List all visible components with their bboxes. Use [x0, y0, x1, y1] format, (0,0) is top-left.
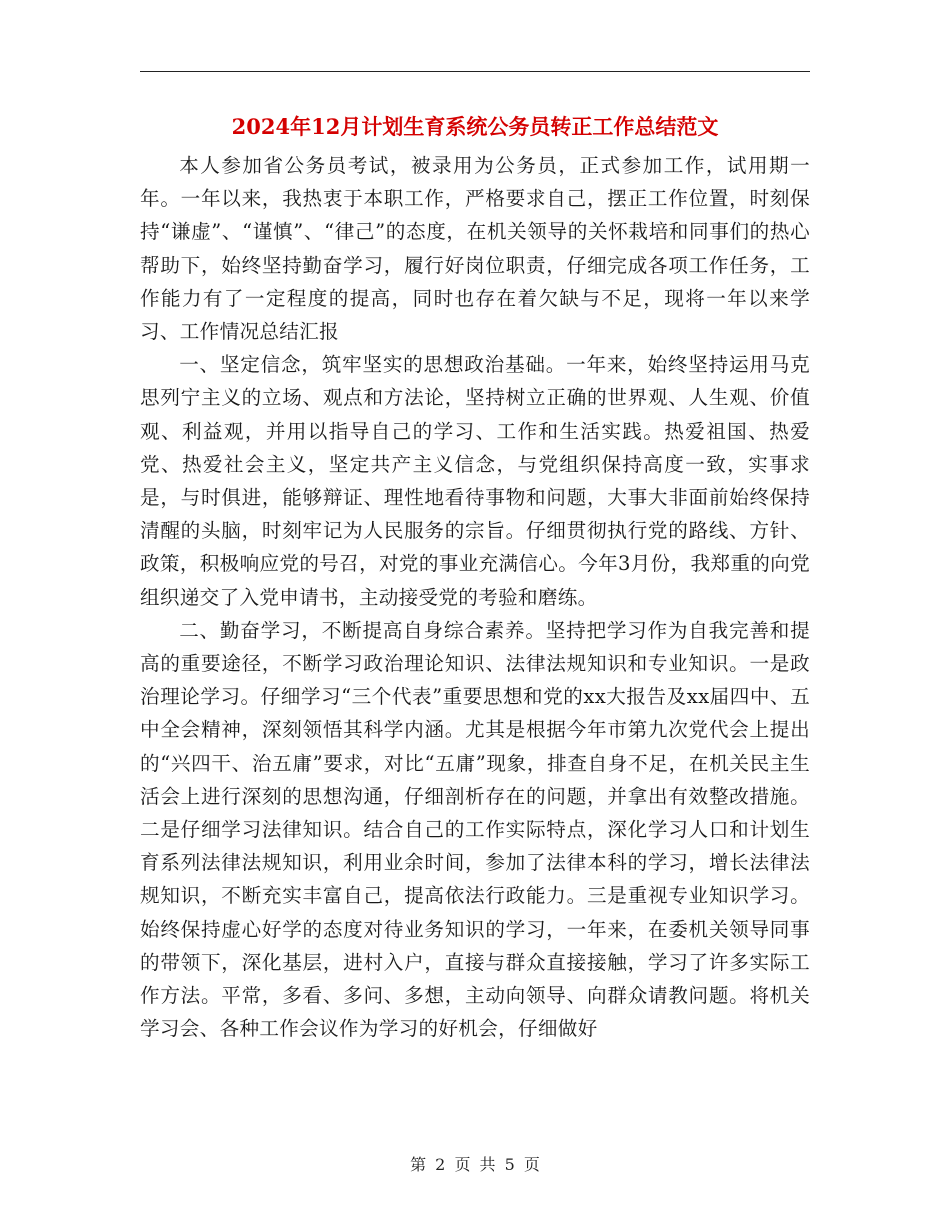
document-title: 2024年12月计划生育系统公务员转正工作总结范文 [231, 114, 719, 139]
paragraph-intro: 本人参加省公务员考试，被录用为公务员，正式参加工作，试用期一年。一年以来，我热衷于本职工作，严格要求自己，摆正工作位置，时刻保持“谦虚”、“谨慎”、“律己”的态度，在机关领导的关怀栽培和同事们的热心帮助下，始终坚持勤奋学习，履行好岗位职责，仔细完成各项工作任务，工作能力有了一定程度的提高，同时也存在着欠缺与不足，现将一年以来学习、工作情况总结汇报 [140, 154, 810, 344]
header-rule [140, 71, 810, 72]
paragraph-section-2: 二、勤奋学习，不断提高自身综合素养。坚持把学习作为自我完善和提高的重要途径，不断学习政治理论知识、法律法规知识和专业知识。一是政治理论学习。仔细学习“三个代表”重要思想和党的xx大报告及xx届四中、五中全会精神，深刻领悟其科学内涵。尤其是根据今年市第九次党代会上提出的“兴四干、治五庸”要求，对比“五庸”现象，排查自身不足，在机关民主生活会上进行深刻的思想沟通，仔细剖析存在的问题，并拿出有效整改措施。二是仔细学习法律知识。结合自己的工作实际特点，深化学习人口和计划生育系列法律法规知识，利用业余时间，参加了法律本科的学习，增长法律法规知识，不断充实丰富自己，提高依法行政能力。三是重视专业知识学习。始终保持虚心好学的态度对待业务知识的学习，一年来，在委机关领导同事的带领下，深化基层，进村入户，直接与群众直接接触，学习了许多实际工作方法。平常，多看、多问、多想，主动向领导、向群众请教问题。将机关学习会、各种工作会议作为学习的好机会，仔细做好 [140, 618, 810, 1041]
page-number-footer: 第 2 页 共 5 页 [410, 1155, 540, 1174]
document-body [140, 149, 810, 1045]
paragraph-section-1: 一、坚定信念，筑牢坚实的思想政治基础。一年来，始终坚持运用马克思列宁主义的立场、观点和方法论，坚持树立正确的世界观、人生观、价值观、利益观，并用以指导自己的学习、工作和生活实践。热爱祖国、热爱党、热爱社会主义，坚定共产主义信念，与党组织保持高度一致，实事求是，与时俱进，能够辩证、理性地看待事物和问题，大事大非面前始终保持清醒的头脑，时刻牢记为人民服务的宗旨。仔细贯彻执行党的路线、方针、政策，积极响应党的号召，对党的事业充满信心。今年3月份，我郑重的向党组织递交了入党申请书，主动接受党的考验和磨练。 [140, 353, 810, 609]
